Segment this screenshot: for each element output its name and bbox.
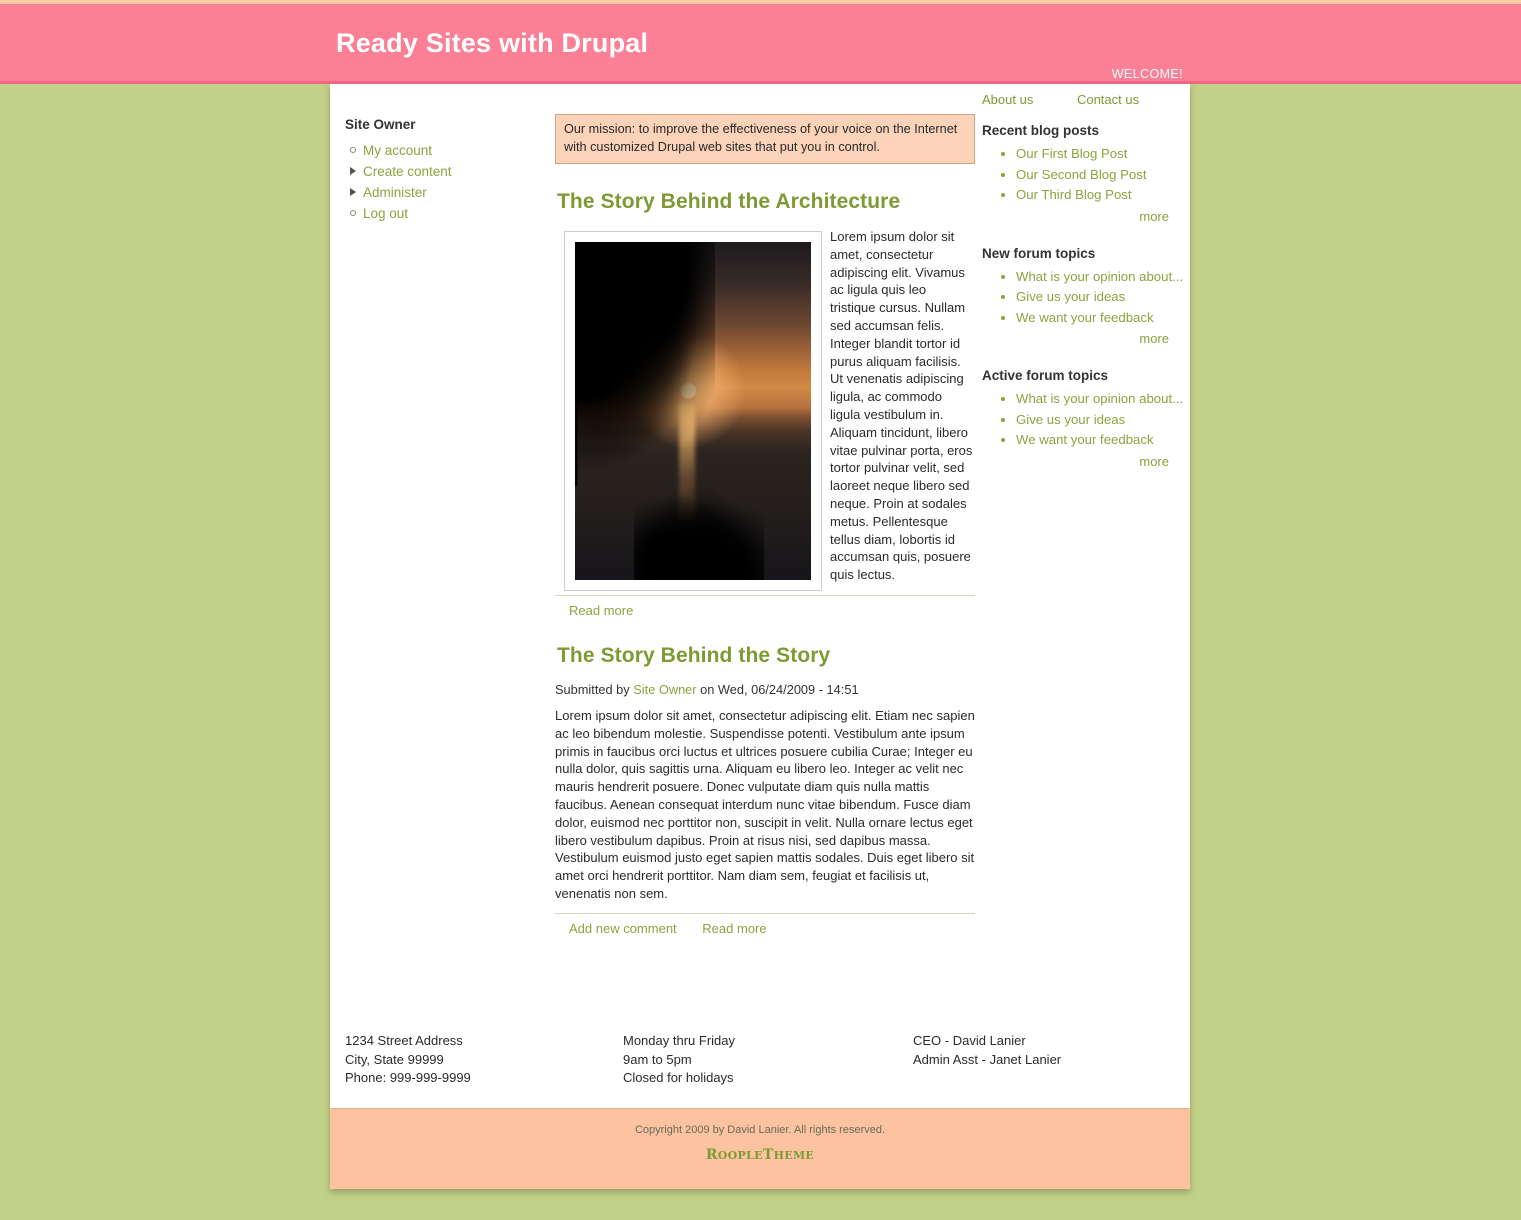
submitted-author-link[interactable]: Site Owner (633, 682, 697, 697)
list-item[interactable] (1016, 185, 1187, 206)
blog-post-link[interactable]: Our First Blog Post (1016, 146, 1128, 161)
block-title: New forum topics (982, 245, 1096, 261)
address-line-3: Phone: 999-999-9999 (345, 1070, 471, 1085)
list-item[interactable] (1016, 389, 1187, 410)
menu-link-create-content[interactable]: Create content (363, 164, 452, 179)
node-body (555, 707, 975, 903)
address-line-1: 1234 Street Address (345, 1033, 463, 1048)
forum-topic-link[interactable]: Give us your ideas (1016, 289, 1126, 304)
list-item[interactable] (1016, 165, 1187, 186)
mission-statement: Our mission: to improve the effectiveness of your voice on the Internet with customized Drupal web sites that put you in control. (555, 114, 975, 164)
theme-name-t: T (762, 1147, 774, 1163)
block-recent-blog-posts (982, 123, 1187, 224)
menu-link-log-out[interactable]: Log out (363, 206, 409, 221)
menu-item-administer[interactable] (363, 182, 540, 203)
menu-item-log-out[interactable] (363, 203, 540, 224)
address-line-2: City, State 99999 (345, 1051, 444, 1067)
block-list (982, 267, 1187, 329)
secondary-nav (982, 92, 1187, 107)
arrow-bullet-icon (350, 188, 356, 196)
list-item[interactable] (1016, 308, 1187, 329)
menu-item-my-account[interactable] (363, 140, 540, 161)
forum-topic-link[interactable]: We want your feedback (1016, 309, 1154, 325)
nav-link-contact-us[interactable]: Contact us (1076, 92, 1140, 107)
theme-name-heme: HEME (773, 1149, 815, 1162)
node-body-text: Lorem ipsum dolor sit amet, consectetur adipiscing elit. Vivamus ac ligula quis leo tristique cursus. Nullam sed accumsan felis. Integer blandit tortor id purus aliquam facilisis. Ut venenatis adipiscing ligula, ac commodo ligula vestibulum in. Aliquam tincidunt, libero vitae pulvinar porta, eros tortor pulvinar velit, sed laoreet neque libero sed neque. Proin at sodales metus. Pellentesque tellus diam, lobortis id accumsan quis, posuere quis lectus. (830, 229, 973, 583)
forum-topic-link[interactable]: What is your opinion about... (1016, 391, 1184, 406)
read-more-link[interactable]: Read more (702, 920, 767, 936)
circle-bullet-icon (350, 147, 356, 153)
theme-name-r: R (705, 1147, 718, 1163)
forum-topic-link[interactable]: Give us your ideas (1016, 411, 1126, 427)
hours-line-2: 9am to 5pm (623, 1051, 692, 1067)
node-title: The Story Behind the Architecture (557, 190, 901, 213)
tree-silhouette-decoration (575, 242, 715, 486)
block-title: Recent blog posts (982, 123, 1100, 138)
submitted-prefix: Submitted by (555, 682, 630, 697)
list-item[interactable] (1016, 287, 1187, 308)
content-area (330, 84, 1190, 1108)
node-submitted-line (555, 682, 975, 697)
list-item[interactable] (1016, 410, 1187, 431)
staff-line-1: CEO - David Lanier (913, 1033, 1026, 1048)
forum-topic-link[interactable]: We want your feedback (1016, 432, 1154, 447)
node-links (555, 595, 975, 618)
node-image-frame (564, 231, 822, 591)
more-link[interactable]: more (1139, 453, 1169, 469)
read-more-link[interactable]: Read more (569, 603, 634, 618)
main-frame (330, 84, 1190, 1189)
menu-item-create-content[interactable] (363, 161, 540, 182)
more-link[interactable]: more (1139, 331, 1169, 346)
circle-bullet-icon (350, 210, 356, 216)
site-banner (0, 0, 1521, 84)
sunset-photo (575, 242, 811, 580)
site-footer (330, 1108, 1190, 1189)
menu-link-my-account[interactable]: My account (363, 143, 433, 158)
blog-post-link[interactable]: Our Third Blog Post (1016, 187, 1132, 202)
hours-line-3: Closed for holidays (623, 1070, 734, 1085)
theme-credit (330, 1147, 1190, 1163)
list-item[interactable] (1016, 430, 1187, 451)
welcome-text: WELCOME! (1111, 67, 1183, 81)
sidebar-left (345, 117, 540, 224)
menu-link-administer[interactable]: Administer (363, 185, 427, 200)
footer-column-hours (623, 1032, 735, 1088)
forum-topic-link[interactable]: What is your opinion about... (1016, 268, 1184, 284)
hours-line-1: Monday thru Friday (623, 1033, 735, 1048)
node-links (555, 913, 975, 936)
footer-column-address (345, 1032, 471, 1088)
staff-line-2: Admin Asst - Janet Lanier (913, 1051, 1062, 1067)
node-story (555, 644, 975, 936)
submitted-suffix: on Wed, 06/24/2009 - 14:51 (700, 682, 859, 697)
node-body-text: Lorem ipsum dolor sit amet, consectetur adipiscing elit. Etiam nec sapien ac leo bibendum molestie. Suspendisse potenti. Vestibulum ante ipsum primis in faucibus orci luctus et ultrices posuere cubilia Curae; Integer eu nulla dolor, quis sagittis urna. Aliquam eu libero leo. Integer ac velit nec mauris hendrerit posuere. Donec vulputate diam quis nulla mattis faucibus. Aenean consequat interdum nunc vitae bibendum. Fusce diam dolor, euismod nec porttitor non, suscipit in velit. Nulla ornare lectus eget libero vestibulum dapibus. Proin at risus nisi, sed dapibus massa. Vestibulum euismod justo eget sapien mattis sodales. Duis eget libero sit amet orci hendrerit porttitor. Nam diam sem, feugiat et facilisis ut, venenatis non sem. (555, 708, 975, 901)
copyright-text: Copyright 2009 by David Lanier. All rights reserved. (634, 1124, 886, 1136)
site-title: Ready Sites with Drupal (336, 28, 649, 58)
list-item[interactable] (1016, 144, 1187, 165)
node-architecture (555, 190, 975, 618)
list-item[interactable] (1016, 267, 1187, 288)
nav-link-about-us[interactable]: About us (982, 92, 1034, 107)
foreground-brush-decoration (634, 484, 764, 580)
sidebar-right (982, 92, 1187, 491)
theme-name-oople: OOPLE (717, 1149, 763, 1162)
block-active-forum-topics (982, 368, 1187, 469)
arrow-bullet-icon (350, 167, 356, 175)
block-title: Active forum topics (982, 368, 1109, 383)
footer-column-staff (913, 1032, 1061, 1069)
center-column (555, 114, 975, 936)
block-list (982, 389, 1187, 451)
user-menu (345, 140, 540, 224)
more-link[interactable]: more (1139, 208, 1169, 224)
add-new-comment-link[interactable]: Add new comment (569, 920, 677, 936)
block-list (982, 144, 1187, 206)
blog-post-link[interactable]: Our Second Blog Post (1016, 166, 1147, 182)
block-new-forum-topics (982, 246, 1187, 347)
sidebar-left-title: Site Owner (345, 117, 416, 132)
node-title: The Story Behind the Story (557, 644, 831, 667)
